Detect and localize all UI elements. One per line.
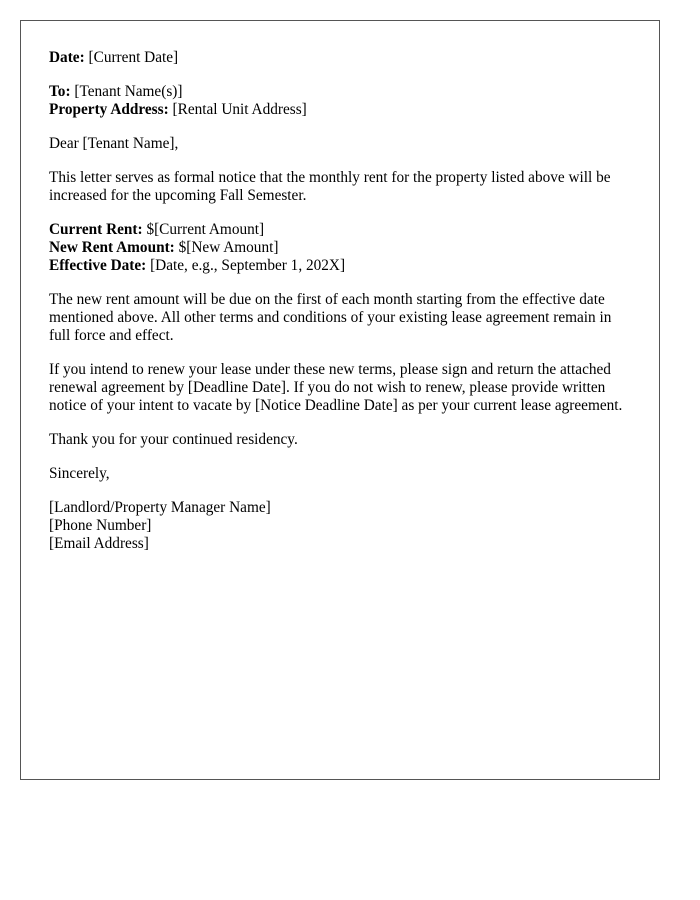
effective-date-label: Effective Date: [49, 257, 147, 274]
signature-block [49, 499, 631, 553]
signature-name: [Landlord/Property Manager Name] [49, 499, 271, 516]
effective-date-line [49, 257, 631, 275]
renew-paragraph: If you intend to renew your lease under these new terms, please sign and return the attached renewal agreement by [Deadline Date]. If you do not wish to renew, please provide written notice of your intent to vacate by [Notice Deadline Date] as per your current lease agreement. [49, 361, 623, 414]
current-rent-line [49, 221, 631, 239]
address-value: [Rental Unit Address] [172, 101, 307, 118]
new-rent-value: $[New Amount] [178, 239, 279, 256]
due-paragraph: The new rent amount will be due on the first of each month starting from the effective date mentioned above. All other terms and conditions of your existing lease agreement remain in full force and effect. [49, 291, 612, 344]
salutation: Dear [Tenant Name], [49, 135, 179, 152]
letter-page [20, 20, 660, 780]
current-rent-value: $[Current Amount] [146, 221, 265, 238]
signature-email: [Email Address] [49, 535, 149, 552]
signature-phone: [Phone Number] [49, 517, 152, 534]
intro-paragraph: This letter serves as formal notice that the monthly rent for the property listed above will be increased for the upcoming Fall Semester. [49, 169, 611, 204]
to-line [49, 83, 631, 101]
to-label: To: [49, 83, 71, 100]
to-value: [Tenant Name(s)] [74, 83, 183, 100]
date-block [49, 49, 631, 67]
date-value: [Current Date] [88, 49, 179, 66]
rent-details-block [49, 221, 631, 275]
letter-body [49, 49, 631, 553]
new-rent-label: New Rent Amount: [49, 239, 175, 256]
address-label: Property Address: [49, 101, 169, 118]
effective-date-value: [Date, e.g., September 1, 202X] [150, 257, 346, 274]
thanks-paragraph: Thank you for your continued residency. [49, 431, 298, 448]
new-rent-line [49, 239, 631, 257]
current-rent-label: Current Rent: [49, 221, 143, 238]
closing: Sincerely, [49, 465, 110, 482]
date-label: Date: [49, 49, 85, 66]
address-line [49, 101, 631, 119]
recipient-block [49, 83, 631, 119]
